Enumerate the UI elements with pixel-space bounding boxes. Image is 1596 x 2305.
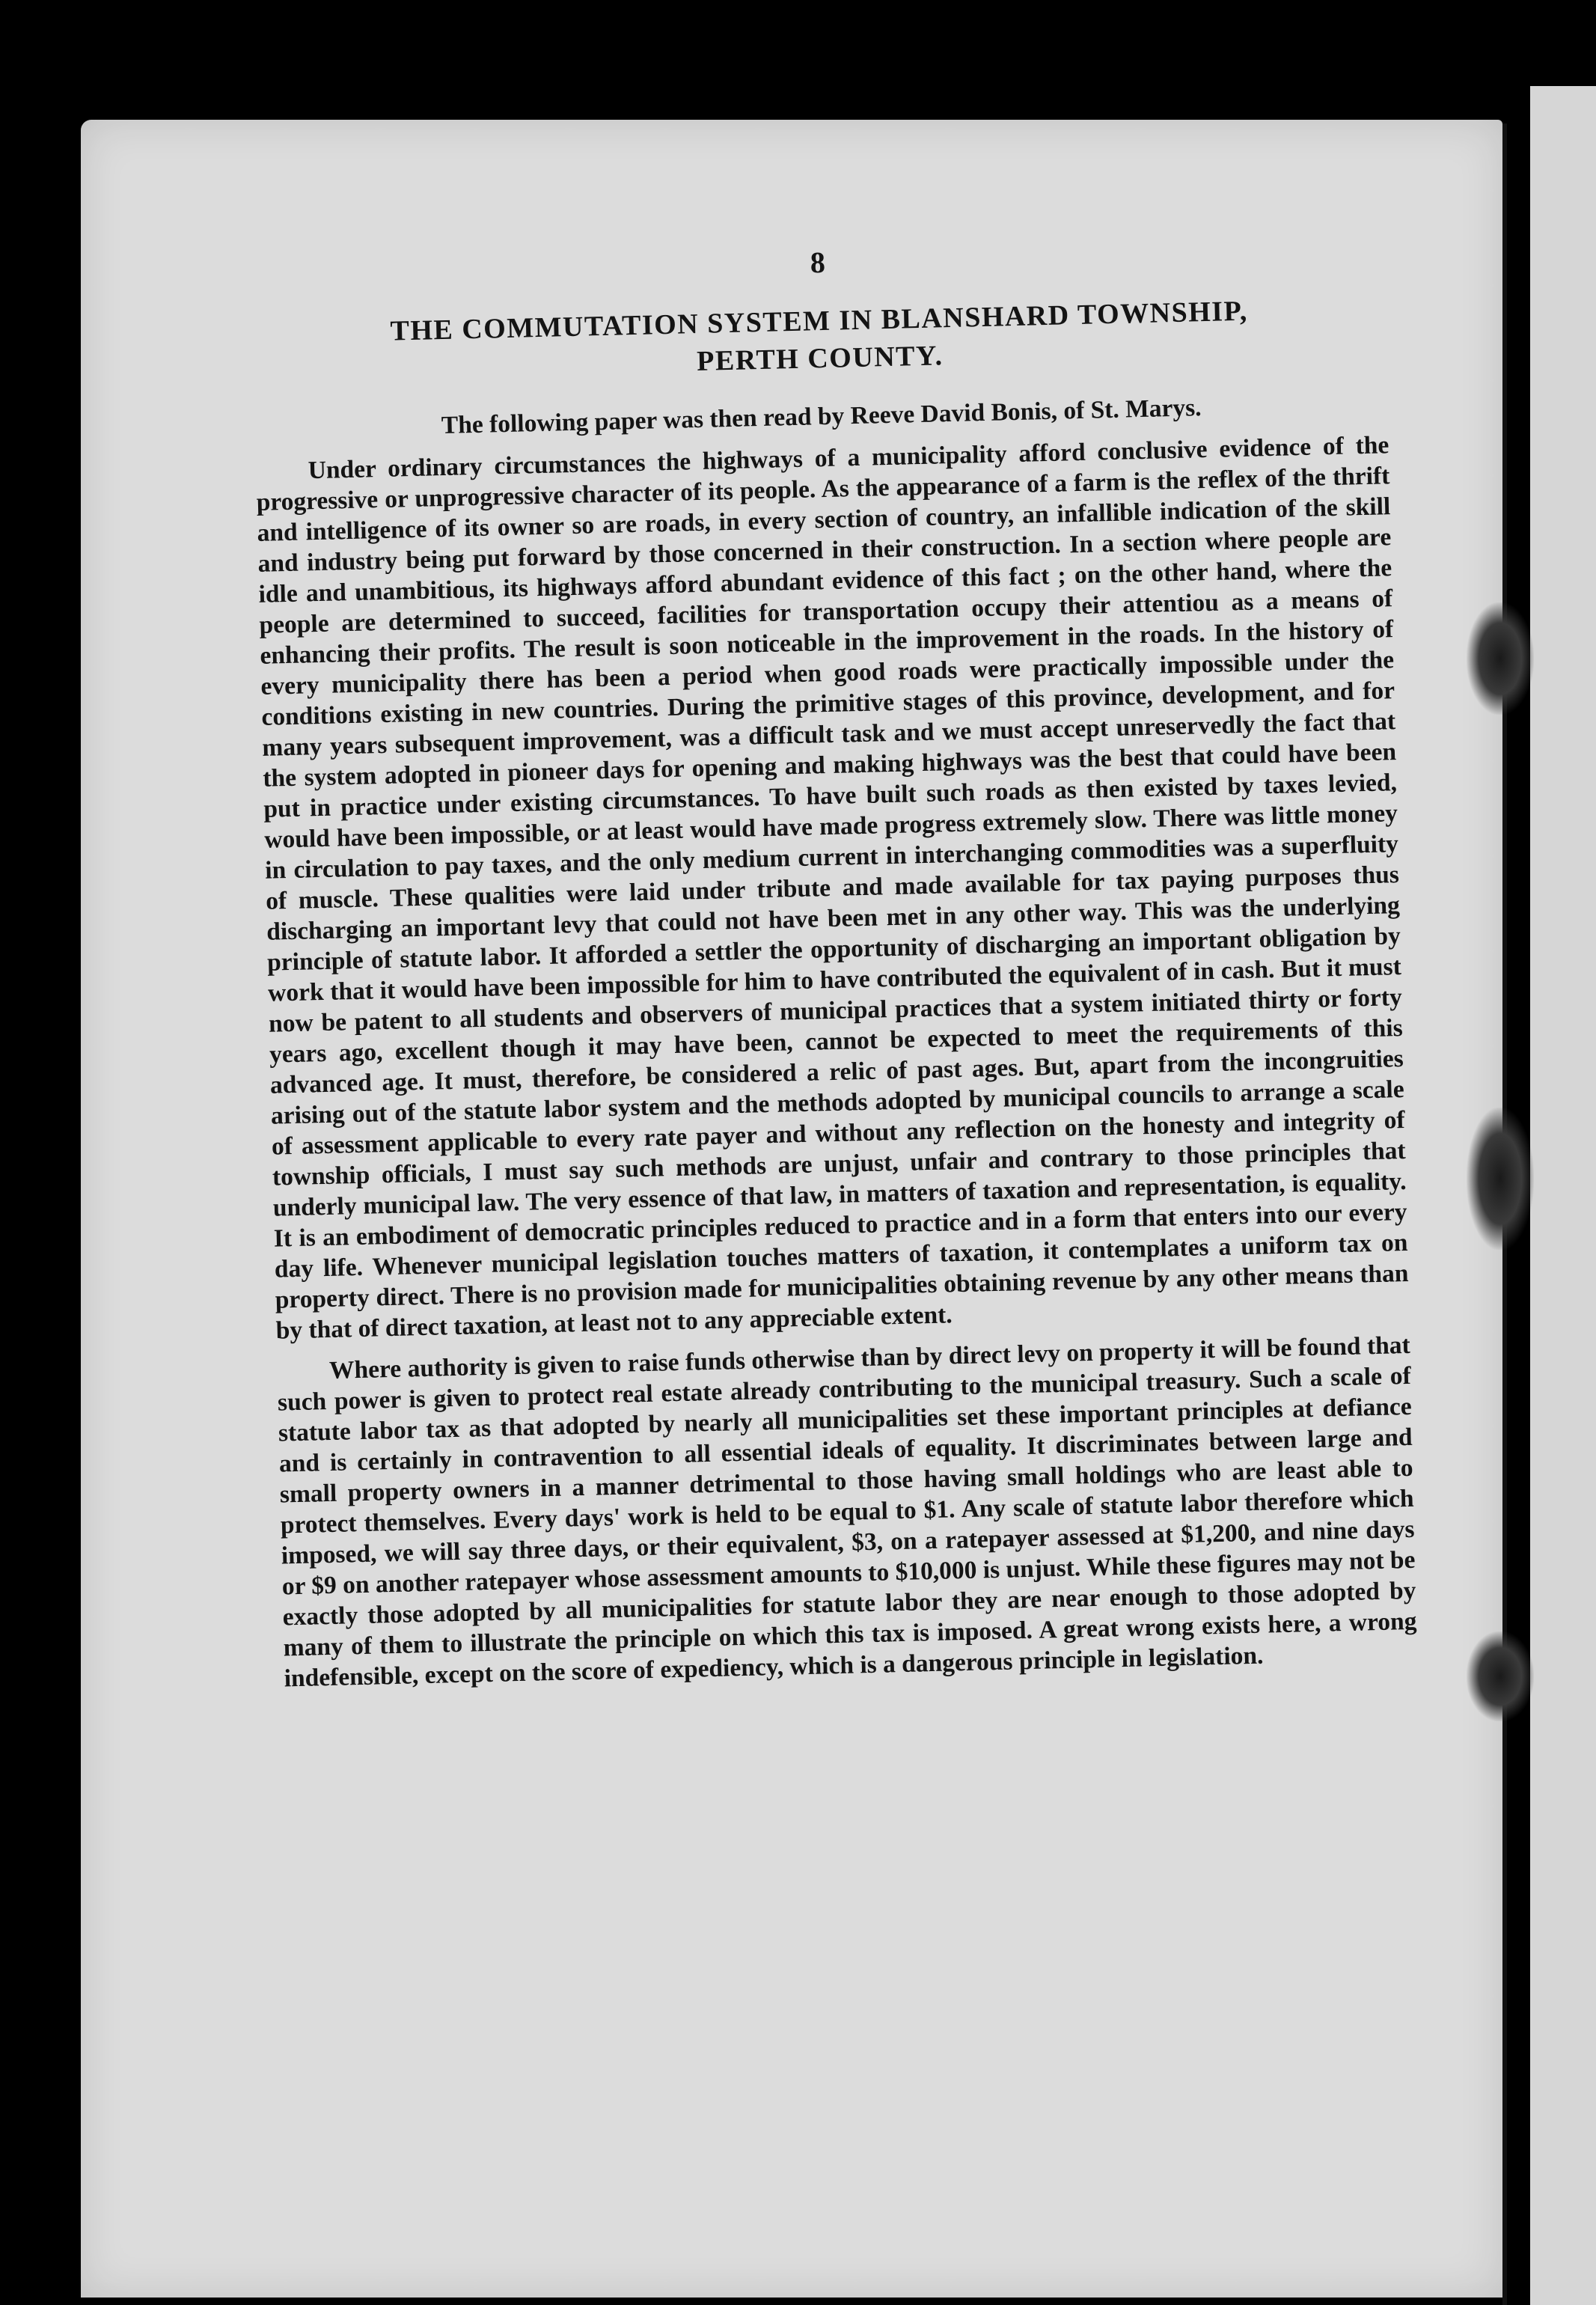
page-text-block	[251, 231, 1418, 1704]
intro-line: The following paper was then read by Reeve David Bonis, of St. Marys.	[441, 394, 1202, 440]
article-title-line-1: THE COMMUTATION SYSTEM IN BLANSHARD TOWNSHIP,	[390, 295, 1249, 347]
adjacent-page-edge	[1530, 86, 1596, 2305]
binding-tear-mark	[1467, 1108, 1534, 1250]
binding-tear-mark	[1467, 602, 1534, 715]
body-paragraph: Under ordinary circumstances the highways of a municipality afford conclusive evidence of the progressive or unprogressive character of its people. As the appearance of a farm is the reflex of the thrift and intelligence of its owner so are roads, in every section of country, an infallible indication of the skill and industry being put forward by those concerned in their construction. In a section where people are idle and unambitious, its highways afford abundant evidence of this fact ; on the other hand, where the people are determined to succeed, facilities for transportation occupy their attentiou as a means of enhancing their profits. The result is soon noticeable in the improvement in the roads. In the history of every municipality there has been a period when good roads were practically impossible under the conditions existing in new countries. During the primitive stages of this province, development, and for many years subsequent improvement, was a difficult task and we must accept unreservedly the fact that the system adopted in pioneer days for opening and making highways was the best that could have been put in practice under existing circumstances. To have built such roads as then existed by taxes levied, would have been impossible, or at least would have made progress extremely slow. There was little money in circulation to pay taxes, and the only medium current in interchanging commodities was a superfluity of muscle. These qualities were laid under tribute and made available for tax paying purposes thus discharging an important levy that could not have been met in any other way. This was the underlying principle of statute labor. It afforded a settler the opportunity of discharging an important obligation by work that it would have been impossible for him to have contributed the equivalent of in cash. But it must now be patent to all students and observers of municipal practices that a system initiated thirty or forty years ago, excellent though it may have been, cannot be expected to meet the requirements of this advanced age. It must, therefore, be considered a relic of past ages. But, apart from the incongruities arising out of the statute labor system and the methods adopted by municipal councils to arrange a scale of assessment applicable to every rate payer and without any reflection on the honesty and integrity of township officials, I must say such methods are unjust, unfair and contrary to those principles that underly municipal law. The very essence of that law, in matters of taxation and representation, is equality. It is an embodiment of democratic principles reduced to practice and in a form that enters into our every day life. Whenever municipal legislation touches matters of taxation, it contemplates a uniform tax on property direct. There is no provision made for municipalities obtaining revenue by any other means than by that of direct taxation, at least not to any appreciable extent.	[256, 431, 1409, 1345]
article-title-line-2: PERTH COUNTY.	[696, 340, 944, 377]
page-number: 8	[810, 245, 826, 280]
binding-tear-mark	[1467, 1631, 1534, 1721]
body-paragraph: Where authority is given to raise funds otherwise than by direct levy on property it will be found that such power is given to protect real estate already contributing to the municipal treasury. Such a scale of statute labor tax as that adopted by nearly all municipalities set these important principles at defiance and is certainly in contravention to all essential ideals of equality. It discriminates between large and small property owners in a manner detrimental to those having small holdings who are least able to protect themselves. Every days' work is held to be equal to $1. Any scale of statute labor therefore which imposed, we will say three days, or their equivalent, $3, on a ratepayer assessed at $1,200, and nine days or $9 on another ratepayer whose assessment amounts to $10,000 is unjust. While these figures may not be exactly those adopted by all municipalities for statute labor they are near enough to those adopted by many of them to illustrate the principle on which this tax is imposed. A great wrong exists here, a wrong indefensible, except on the score of expediency, which is a dangerous principle in legislation.	[277, 1331, 1417, 1693]
